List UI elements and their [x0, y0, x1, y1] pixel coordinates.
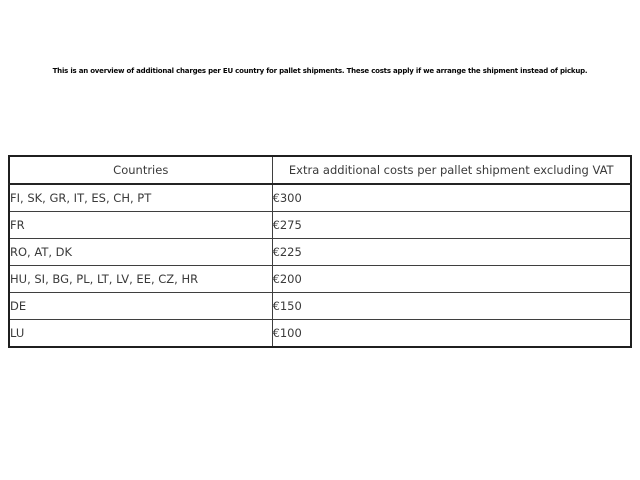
table-header-row — [9, 156, 631, 184]
cost-cell: €275 — [272, 212, 631, 239]
cost-cell: €300 — [272, 184, 631, 212]
table-header-countries: Countries — [9, 156, 272, 184]
countries-cell: HU, SI, BG, PL, LT, LV, EE, CZ, HR — [9, 266, 272, 293]
countries-cell: DE — [9, 293, 272, 320]
countries-cell: RO, AT, DK — [9, 239, 272, 266]
cost-cell: €225 — [272, 239, 631, 266]
charges-table — [8, 155, 632, 348]
cost-cell: €200 — [272, 266, 631, 293]
countries-cell: LU — [9, 320, 272, 348]
table-row — [9, 212, 631, 239]
cost-cell: €150 — [272, 293, 631, 320]
table-row — [9, 184, 631, 212]
table-row — [9, 266, 631, 293]
table-row — [9, 239, 631, 266]
cost-cell: €100 — [272, 320, 631, 348]
table-row — [9, 293, 631, 320]
countries-cell: FI, SK, GR, IT, ES, CH, PT — [9, 184, 272, 212]
intro-text: This is an overview of additional charges per EU country for pallet shipments. These costs apply if we arrange the shipment instead of pickup. — [52, 67, 588, 75]
table-row — [9, 320, 631, 348]
countries-cell: FR — [9, 212, 272, 239]
table-header-cost: Extra additional costs per pallet shipment excluding VAT — [272, 156, 631, 184]
